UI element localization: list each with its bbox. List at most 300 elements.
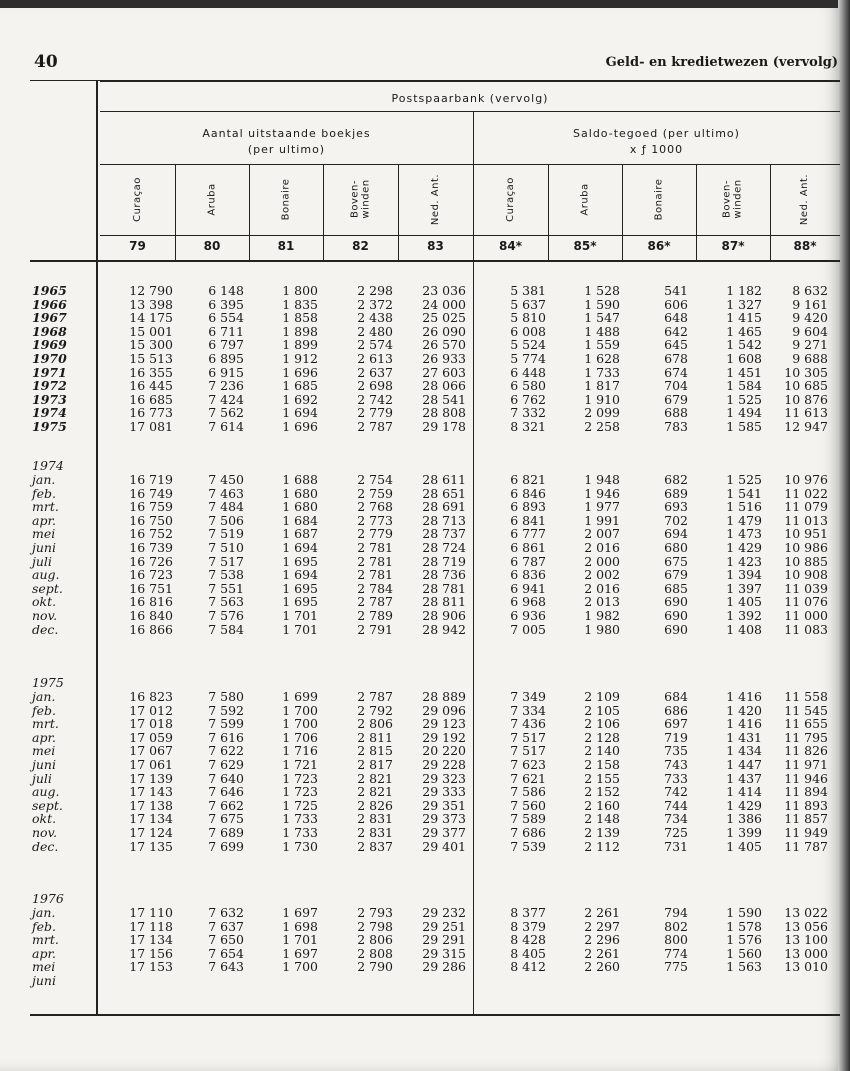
row-label: jan. [32,472,56,487]
row-label: 1967 [32,310,67,326]
table-cell: 13 010 [784,959,828,975]
table-cell: 28 066 [422,378,466,394]
table-cell: 10 876 [784,391,828,407]
table-cell: 2 779 [357,405,393,421]
table-cell: 1 590 [726,905,762,920]
row-label: sept. [32,797,63,813]
column-header [249,165,323,233]
column-header [398,165,473,233]
row-label: nov. [32,825,58,840]
table-cell: 12 790 [129,283,173,298]
table-cell: 11 039 [784,580,828,596]
table-cell: 7 643 [208,959,244,975]
row-label: 1971 [32,364,67,380]
table-cell: 1 817 [584,378,620,394]
table-cell: 16 773 [129,405,173,421]
table-cell: 10 685 [784,378,828,394]
table-cell: 17 153 [129,959,173,975]
table-cell: 2 781 [357,553,393,569]
table-cell: 6 861 [510,540,546,555]
table-cell: 783 [664,419,688,434]
table-cell: 7 506 [208,512,244,528]
table-cell: 678 [664,351,688,366]
table-cell: 1 700 [282,716,318,732]
row-label: apr. [32,729,57,745]
table-cell: 1 701 [282,932,318,948]
table-cell: 6 968 [510,594,546,610]
table-cell: 29 228 [422,757,466,772]
table-cell: 2 016 [584,580,620,596]
table-cell: 697 [664,716,688,732]
table-cell: 1 694 [282,405,318,421]
table-cell: 17 018 [129,716,173,732]
table-cell: 1 695 [282,580,318,596]
table-cell: 2 787 [357,419,393,434]
table-cell: 1 680 [282,499,318,515]
table-cell: 29 333 [422,784,466,800]
table-cell: 5 637 [510,296,546,312]
column-number: 79 [129,239,146,253]
table-cell: 16 749 [129,485,173,501]
table-cell: 16 739 [129,540,173,555]
column-header [323,165,398,233]
table-cell: 688 [664,405,688,421]
table-cell: 17 081 [129,419,173,434]
table-cell: 1 688 [282,472,318,487]
table-cell: 1 528 [584,283,620,298]
table-cell: 1 525 [726,391,762,407]
table-cell: 17 067 [129,743,173,759]
row-label: jan. [32,905,56,920]
table-cell: 1 542 [726,337,762,353]
table-cell: 2 831 [357,825,393,840]
table-cell: 1 182 [726,283,762,298]
table-cell: 6 711 [208,323,244,339]
table-cell: 1 725 [282,797,318,813]
table-cell: 6 941 [510,580,546,596]
table-cell: 1 706 [282,729,318,745]
table-cell: 10 986 [784,540,828,555]
table-cell: 2 013 [584,594,620,610]
table-cell: 29 315 [422,945,466,961]
table-cell: 2 831 [357,811,393,827]
table-cell: 2 016 [584,540,620,555]
table-cell: 16 719 [129,472,173,487]
row-label: okt. [32,594,57,610]
table-cell: 1 578 [726,918,762,934]
running-title: Geld- en kredietwezen (vervolg) [605,55,838,70]
table-cell: 7 538 [208,567,244,583]
table-cell: 28 737 [422,526,466,542]
table-cell: 7 450 [208,472,244,487]
table-cell: 10 305 [784,364,828,380]
table-cell: 29 323 [422,770,466,786]
row-label: 1965 [32,283,67,298]
table-cell: 1 416 [726,716,762,732]
column-header-label: Boven- winden [349,179,372,219]
column-header-label: Bonaire [653,178,665,220]
table-cell: 2 792 [357,702,393,718]
table-cell: 679 [664,567,688,583]
table-cell: 11 545 [784,702,828,718]
table-cell: 7 517 [208,553,244,569]
table-cell: 7 236 [208,378,244,394]
table-cell: 742 [664,784,688,800]
table-cell: 11 083 [784,621,828,637]
table-cell: 16 759 [129,499,173,515]
table-cell: 2 798 [357,918,393,934]
column-header-label: Aruba [579,182,591,216]
table-cell: 1 910 [584,391,620,407]
table-cell: 28 781 [422,580,466,596]
table-cell: 13 000 [784,945,828,961]
table-cell: 28 611 [422,472,466,487]
column-header [770,165,840,233]
table-cell: 6 846 [510,485,546,501]
table-cell: 17 138 [129,797,173,813]
table-cell: 6 762 [510,391,546,407]
column-number: 80 [203,239,221,253]
table-cell: 8 632 [792,283,828,298]
table-cell: 29 096 [422,702,466,718]
column-header-label: Curaçao [132,176,143,222]
table-cell: 11 558 [784,689,828,704]
row-label: aug. [32,784,60,800]
table-cell: 7 539 [510,838,546,854]
table-cell: 1 684 [282,512,318,528]
table-cell: 690 [664,608,688,623]
table-cell: 2 811 [357,729,393,745]
table-cell: 2 806 [357,716,393,732]
table-cell: 541 [664,283,688,298]
table-cell: 29 377 [422,825,466,840]
table-cell: 1 699 [282,689,318,704]
table-cell: 684 [664,689,688,704]
table-cell: 1 898 [282,323,318,339]
table-cell: 16 866 [129,621,173,637]
table-cell: 1 416 [726,689,762,704]
table-cell: 6 915 [208,364,244,380]
table-cell: 27 603 [422,364,466,380]
table-cell: 2 000 [584,553,620,569]
table-cell: 2 781 [357,540,393,555]
table-cell: 17 059 [129,729,173,745]
table-cell: 1 327 [726,296,762,312]
row-label: juni [32,757,56,772]
table-cell: 28 808 [422,405,466,421]
table-cell: 680 [664,540,688,555]
table-cell: 735 [664,743,688,759]
table-cell: 7 699 [208,838,244,854]
table-cell: 2 140 [584,743,620,759]
table-cell: 2 148 [584,811,620,827]
table-cell: 29 401 [422,838,466,854]
table-cell: 1 392 [726,608,762,623]
table-cell: 5 381 [510,283,546,298]
table-cell: 6 841 [510,512,546,528]
table-cell: 13 022 [784,905,828,920]
table-cell: 1 700 [282,702,318,718]
table-cell: 1 431 [726,729,762,745]
table-cell: 16 750 [129,512,173,528]
table-cell: 7 623 [510,757,546,772]
table-cell: 1 685 [282,378,318,394]
table-cell: 645 [664,337,688,353]
row-label: dec. [32,838,59,854]
table-cell: 16 355 [129,364,173,380]
group-left-line2: (per ultimo) [247,143,326,156]
table-cell: 29 251 [422,918,466,934]
table-cell: 2 787 [357,689,393,704]
table-cell: 7 622 [208,743,244,759]
table-cell: 679 [664,391,688,407]
table-cell: 11 826 [784,743,828,759]
table-cell: 7 005 [510,621,546,637]
table-cell: 1 423 [726,553,762,569]
table-cell: 6 787 [510,553,546,569]
rule-super [100,111,840,112]
row-label: sept. [32,580,63,596]
table-cell: 1 394 [726,567,762,583]
table-cell: 690 [664,621,688,637]
table-cell: 1 800 [282,283,318,298]
table-cell: 7 519 [208,526,244,542]
table-cell: 2 105 [584,702,620,718]
table-cell: 29 123 [422,716,466,732]
table-cell: 7 650 [208,932,244,948]
table-cell: 7 334 [510,702,546,718]
table-cell: 2 139 [584,825,620,840]
table-cell: 1 576 [726,932,762,948]
table-cell: 2 784 [357,580,393,596]
column-header-label: Ned. Ant. [799,173,811,225]
table-cell: 11 613 [784,405,828,421]
table-cell: 1 386 [726,811,762,827]
table-cell: 1 723 [282,770,318,786]
table-cell: 1 680 [282,485,318,501]
table-cell: 1 692 [282,391,318,407]
table-cell: 9 688 [792,351,828,366]
table-cell: 7 614 [208,419,244,434]
table-cell: 1 525 [726,472,762,487]
scan-edge-top [0,0,850,8]
group-right-line1: Saldo-tegoed (per ultimo) [573,127,740,140]
table-cell: 11 893 [784,797,828,813]
table-cell: 802 [664,918,688,934]
table-cell: 16 751 [129,580,173,596]
table-cell: 7 662 [208,797,244,813]
table-cell: 725 [664,825,688,840]
table-cell: 13 100 [784,932,828,948]
table-cell: 1 420 [726,702,762,718]
table-cell: 28 719 [422,553,466,569]
table-cell: 17 143 [129,784,173,800]
table-cell: 7 484 [208,499,244,515]
year-heading: 1976 [32,891,64,907]
table-cell: 1 721 [282,757,318,772]
table-cell: 29 232 [422,905,466,920]
row-label: juli [32,770,52,786]
table-cell: 642 [664,323,688,339]
table-cell: 1 608 [726,351,762,366]
table-cell: 2 742 [357,391,393,407]
table-cell: 674 [664,364,688,380]
table-cell: 28 906 [422,608,466,623]
table-cell: 2 007 [584,526,620,542]
table-cell: 2 109 [584,689,620,704]
table-cell: 693 [664,499,688,515]
column-number: 88* [793,239,817,253]
table-cell: 704 [664,378,688,394]
column-header [696,165,770,233]
table-cell: 2 821 [357,784,393,800]
table-cell: 11 076 [784,594,828,610]
table-cell: 17 124 [129,825,173,840]
column-number: 82 [352,239,369,253]
table-cell: 1 429 [726,540,762,555]
table-cell: 8 377 [510,905,546,920]
row-label: aug. [32,567,60,583]
table-cell: 2 821 [357,770,393,786]
table-cell: 2 698 [357,378,393,394]
table-cell: 2 261 [584,905,620,920]
table-cell: 1 696 [282,364,318,380]
table-cell: 17 135 [129,838,173,854]
table-cell: 1 730 [282,838,318,854]
table-cell: 29 351 [422,797,466,813]
table-cell: 7 424 [208,391,244,407]
row-label: 1972 [32,378,67,394]
table-cell: 17 110 [129,905,173,920]
row-label: juni [32,540,56,555]
table-cell: 15 300 [129,337,173,353]
table-cell: 7 586 [510,784,546,800]
table-cell: 2 260 [584,959,620,975]
table-cell: 29 192 [422,729,466,745]
table-cell: 11 894 [784,784,828,800]
table-cell: 7 576 [208,608,244,623]
table-cell: 10 976 [784,472,828,487]
table-cell: 7 654 [208,945,244,961]
table-cell: 16 816 [129,594,173,610]
table-cell: 2 781 [357,567,393,583]
table-cell: 1 585 [726,419,762,434]
table-cell: 7 686 [510,825,546,840]
table-cell: 28 889 [422,689,466,704]
table-cell: 2 261 [584,945,620,961]
rule-block-split [473,260,474,1014]
table-cell: 1 397 [726,580,762,596]
row-label: 1966 [32,296,67,312]
table-cell: 1 437 [726,770,762,786]
table-cell: 7 562 [208,405,244,421]
table-cell: 28 541 [422,391,466,407]
table-cell: 1 695 [282,553,318,569]
column-number: 83 [427,239,444,253]
table-cell: 10 951 [784,526,828,542]
column-header-label: Curaçao [505,176,516,222]
table-cell: 6 777 [510,526,546,542]
table-cell: 6 895 [208,351,244,366]
table-cell: 28 713 [422,512,466,528]
rule-top [100,80,840,82]
table-cell: 17 118 [129,918,173,934]
table-cell: 2 158 [584,757,620,772]
table-cell: 7 510 [208,540,244,555]
table-cell: 1 835 [282,296,318,312]
table-cell: 734 [664,811,688,827]
table-cell: 1 479 [726,512,762,528]
table-cell: 2 574 [357,337,393,353]
table-cell: 2 789 [357,608,393,623]
table-cell: 1 405 [726,838,762,854]
column-header [100,165,175,233]
row-label: feb. [32,918,56,934]
table-cell: 11 971 [784,757,828,772]
table-cell: 6 936 [510,608,546,623]
table-cell: 1 451 [726,364,762,380]
table-cell: 2 806 [357,932,393,948]
table-cell: 6 821 [510,472,546,487]
table-cell: 2 754 [357,472,393,487]
table-cell: 2 297 [584,918,620,934]
table-cell: 1 687 [282,526,318,542]
table-cell: 1 716 [282,743,318,759]
table-cell: 7 332 [510,405,546,421]
table-cell: 2 002 [584,567,620,583]
table-cell: 8 321 [510,419,546,434]
row-label: nov. [32,608,58,623]
table-cell: 2 637 [357,364,393,380]
row-label: 1970 [32,351,67,366]
table-cell: 11 079 [784,499,828,515]
row-label: mrt. [32,932,59,948]
table-cell: 2 793 [357,905,393,920]
year-heading: 1975 [32,675,64,691]
table-cell: 6 554 [208,310,244,326]
table-cell: 6 893 [510,499,546,515]
rule-colhdr [100,235,840,236]
column-header [622,165,696,233]
column-header [548,165,622,233]
table-cell: 1 946 [584,485,620,501]
table-cell: 1 980 [584,621,620,637]
table-cell: 1 977 [584,499,620,515]
table-cell: 10 908 [784,567,828,583]
column-header-label: Ned. Ant. [430,173,441,225]
table-cell: 7 580 [208,689,244,704]
table-cell: 1 584 [726,378,762,394]
table-cell: 28 724 [422,540,466,555]
table-cell: 689 [664,485,688,501]
table-cell: 1 723 [282,784,318,800]
table-cell: 1 399 [726,825,762,840]
table-cell: 2 613 [357,351,393,366]
table-cell: 744 [664,797,688,813]
table-cell: 2 099 [584,405,620,421]
table-cell: 2 773 [357,512,393,528]
table-cell: 2 779 [357,526,393,542]
table-cell: 5 810 [510,310,546,326]
super-header: Postspaarbank (vervolg) [391,92,549,105]
table-cell: 8 379 [510,918,546,934]
row-label: feb. [32,702,56,718]
table-cell: 6 448 [510,364,546,380]
row-label: mrt. [32,716,59,732]
table-cell: 1 429 [726,797,762,813]
table-cell: 15 513 [129,351,173,366]
table-cell: 8 412 [510,959,546,975]
